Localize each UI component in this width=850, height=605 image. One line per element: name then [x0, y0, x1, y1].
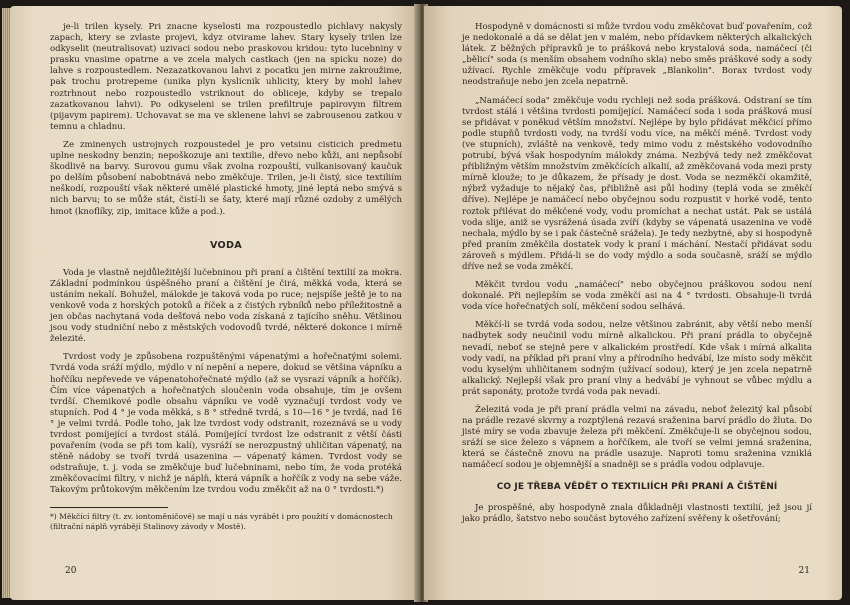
footnote-rule [50, 507, 168, 508]
paragraph: Ze zminenych ustrojnych rozpoustedel je pro vetsinu cisticich predmetu uplne neskodny benzin; nepoškozuje ani textilie, dřevo nebo kůži, ani nepůsobí škodlivě na barvy. Surovou gumu však zvolna rozpouští, vulkanisovaný kaučuk po delším působení nabobtnává nebo změkčuje. Trilen, je-li čistý, sice textiliím neškodí, rozpouští však některé umělé plastické hmoty, jiné leptá nebo smývá s nich barvu; to se může stát, čistí-li se šaty, které mají různé ozdoby z umělých hmot (knoflíky, zip, imitace kůže a pod.). [50, 139, 402, 217]
page-number: 20 [65, 566, 77, 576]
right-page-text [462, 22, 812, 525]
paragraph: je-li trilen kysely. Pri znacne kyselosti ma rozpoustedlo pichlavy nakysly zapach, ktery se zvlaste projevi, kdyz otvirame lahev. Stary kysely trilen lze odkyselit (neutralisovat) uzivaci sodou nebo praskovou kridou: tyto lucebniny v prasku vnasime opatrne a ve zcela malych castkach (jen na spicku noze) do lahve s rozpoustedlem. Nezazatkovanou lahvi z pocatku jen mirne zakroužime, pak trochu protrepeme (unika plyn kyslicnik uhlicity, ktery by mohl lahev roztrhnout nebo rozpoustedlo vstriknout do obliceje, kdyby se trepalo zazatkovanou lahvi). Po odkyseleni se trilen prefiltruje papirovym filtrem (pijavym papirem). Uchovavat se ma ve sklenene lahvi se zabrousenou zatkou v temnu a chladnu. [50, 22, 402, 132]
footnote [50, 512, 402, 532]
footnote-text: *) Měkčící filtry (t. zv. iontoměničové) se mají u nás vyrábět i pro použití v domácnostech (filtrační náplň vyrábějí Stalinovy závody v Mostě). [50, 511, 393, 531]
left-page-text [50, 22, 402, 532]
section-heading-voda: VODA [209, 239, 242, 251]
paragraph: Měkčit tvrdou vodu „namáčecí" nebo obyčejnou práškovou sodou není dokonalé. Při nejlepším se voda změkčí asi na 4 ° tvrdosti. Obsahuje-li tvrdá voda více hořečnatých solí, měkčení sodou selhává. [462, 280, 812, 313]
paragraph: „Namáčecí soda" změkčuje vodu rychleji než soda prášková. Odstraní se tím tvrdost stálá i většina tvrdosti pomíjející. Namáčecí soda i soda prášková musí se přidávat v poněkud větším množství. Nejlépe by bylo přidávat měkčicí přímo podle stupňů tvrdosti vody, na tvrdší vodu více, na měkčí méně. Tvrdost vody (ve stupních), zvláště na venkově, tedy mimo vodu z městského vodovodního potrubí, bývá však hospodyním málokdy známa. Nezbývá tedy než změkčovat přibližným větším množstvím změkčících alkalií, až změkčovaná voda mezi prsty mírně klouže; to je důkazem, že přísady je dost. Voda se nezměkčí okamžitě, nýbrž vyžaduje to nějaký čas, přibližně asi půl hodiny (teplá voda se změkčí dříve). Nejlépe je namáčecí nebo obyčejnou sodu rozpustit v horké vodě, tento roztok přilévat do měkčené vody, vodu promíchat a nechat ustát. Pak se ustálá voda slije, aniž se vysrážená úsada zvíří (kdyby se vápenatá usazenina ve vodě nechala, mýdlo by se i pak částečně srážela). Je tedy nezbytné, aby si hospodyně před praním změkčila dostatek vody k praní i máchání. Nestačí přidávat sodu zároveň s mýdlem. Přidá-li se do vody mýdlo a soda současně, sráží se mýdlo dříve než se voda změkčí. [462, 95, 812, 272]
section-heading-textilie: CO JE TŘEBA VĚDĚT O TEXTILIÍCH PŘI PRANÍ A ČIŠTĚNÍ [496, 481, 778, 492]
paragraph: Měkčí-li se tvrdá voda sodou, nelze většinou zabránit, aby větší nebo menší nadbytek sody neučinil vodu mírně alkalickou. Při praní prádla to obyčejně nevadí, neboť se stejně pere v alkalickém prostředí. Kde však i mírná alkalita vody vadí, na příklad při praní vlny a přírodního hedvábí, lze místo sody měkčit vodu kyselým uhličitanem sodným (užívací sodou), který je jen zcela nepatrně alkalický. Nejlepší však pro praní vlny a hedvábí je vyhnout se vůbec mýdlu a prát saponáty, protože tvrdá voda pak nevadí. [462, 320, 812, 397]
paragraph: Tvrdost vody je způsobena rozpuštěnými vápenatými a hořečnatými solemi. Tvrdá voda sráží mýdlo, mýdlo v ní nepění a nepere, dokud se většina vápníku a hořčíku nepřevede ve vápenatohořečnaté mýdlo (až se vysrazí vápník a hořčík). Čím více vápenatých a hořečnatých sloučenin voda obsahuje, tím je ovšem tvrdší. Chemikové podle obsahu vápníku ve vodě vyznačují tvrdost vody ve stupních. Pod 4 ° je voda měkká, s 8 ° středně tvrdá, s 10—16 ° je tvrdá, nad 16 ° je velmi tvrdá. Podle toho, jak lze tvrdost vody odstranit, rozeznává se u vody tvrdost pomíjející a tvrdost stálá. Pomíjející tvrdost lze odstranit z větší části povařením (voda se při tom kalí), vysráží se nerozpustný uhličitan vápenatý, na stěně nádoby se tvoří tvrdá usazenina — vápenatý kámen. Tvrdost vody se odstraňuje, t. j. voda se změkčuje buď lučebninami, nebo tím, že voda protéká změkčovacími filtry, v nichž je náplň, která vápník a hořčík z vody na sebe váže. Takovým průtokovým měkčením lze tvrdou vodu změkčit až na 0 ° tvrdosti.*) [50, 352, 402, 496]
paragraph: Železitá voda je při praní prádla velmi na závadu, neboť železitý kal působí na prádle rezavé skvrny a rozptýlená rezavá sraženina barví prádlo do žluta. Do jisté míry se voda zbavuje železa při měkčení. Změkčuje-li se obyčejnou sodou, sráží se sice železo s vápnem a hořčíkem, ale tvoří se velmi jemná sraženina, která se částečně znovu na prádle usazuje. Naproti tomu sraženina vzniklá namáčecí sodou je objemnější a snadněji se s prádla vodou odplavuje. [462, 405, 812, 471]
paragraph: Voda je vlastně nejdůležitější lučebninou při praní a čištění textilií za mokra. Základní podmínkou úspěšného praní a čištění je čirá, měkká voda, která se ustáním nekalí. Bohužel, málokde je taková voda po ruce; nejspíše ještě je to na venkově voda z horských potoků a říček a z čistých rybníků nebo příležitostně a jen občas nachytaná voda dešťová nebo voda získaná z tajícího sněhu. Většinou jsou vody studniční nebo z městských vodovodů tvrdé, některé dokonce i mírně železité. [50, 267, 402, 345]
paragraph: Je prospěšné, aby hospodyně znala důkladněji vlastnosti textilií, jež jsou jí jako prádlo, šatstvo nebo součást bytového zařízení svěřeny k ošetřování; [462, 502, 812, 524]
left-page [10, 6, 418, 600]
paragraph: Hospodyně v domácnosti si může tvrdou vodu změkčovat buď povařením, což je nedokonalé a dá se dělat jen v malém, nebo přídavkem některých alkalických látek. Z běžných přípravků je to prášková nebo krystalová soda, namáčecí (či „bělicí" soda (s menším obsahem vodního skla) nebo směs práškové sody a sody užívací. Rychle změkčuje vodu přípravek „Blankolin". Borax tvrdost vody neodstraňuje nebo jen zcela nepatrně. [462, 22, 812, 88]
page-number: 21 [798, 566, 810, 576]
right-page [424, 6, 842, 600]
